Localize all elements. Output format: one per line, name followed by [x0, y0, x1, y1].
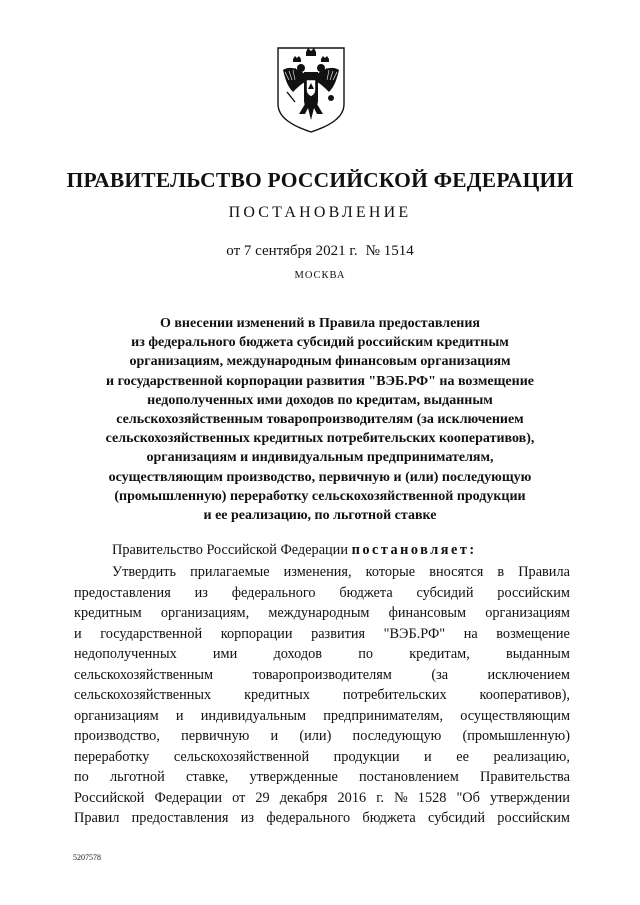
body-line	[74, 726, 570, 747]
number-sign: №	[365, 243, 380, 259]
body-word: из	[240, 810, 255, 826]
heading-line: сельскохозяйственным товаропроизводителям (за исключением	[116, 412, 524, 428]
body-word: г.	[376, 789, 385, 806]
body-word: реализацию,	[493, 748, 570, 765]
body-word: утверждении	[489, 789, 570, 806]
body-word: Правила	[518, 564, 570, 580]
body-word: производство,	[74, 728, 160, 744]
body-word: потребительских	[342, 687, 447, 703]
body-word: Утвердить	[112, 564, 177, 580]
document-code: 5207578	[73, 853, 101, 862]
body-word: кредитам,	[409, 646, 470, 662]
body-word: товаропроизводителям	[252, 666, 392, 683]
heading-line: О внесении изменений в Правила предоставления	[159, 316, 481, 331]
russian-coat-of-arms-icon	[275, 42, 347, 134]
body-text	[74, 562, 570, 829]
heading-line: организациям и индивидуальным предпринимателям,	[146, 450, 494, 466]
body-line	[74, 788, 570, 809]
body-word: Правил	[74, 810, 120, 826]
body-word: международным	[268, 605, 370, 621]
body-word: корпорации	[220, 625, 293, 642]
body-word: доходов	[273, 646, 323, 662]
body-word: государственной	[100, 625, 203, 642]
document-number: 1514	[383, 243, 414, 259]
body-word: Правительства	[480, 769, 570, 785]
body-word: 1528	[417, 789, 447, 806]
heading-line: сельскохозяйственных кредитных потребительских кооперативов),	[105, 431, 535, 447]
body-word: в	[497, 564, 505, 580]
body-word: (промышленную)	[462, 728, 570, 744]
body-word: кредитных	[244, 687, 310, 703]
body-word: и	[175, 707, 184, 724]
date-number-line	[0, 243, 640, 260]
body-word: сельскохозяйственным	[74, 666, 214, 683]
body-word: кредитным	[74, 605, 142, 621]
body-line	[74, 603, 570, 624]
body-word: субсидий	[428, 810, 485, 826]
body-word: возмещение	[496, 625, 570, 642]
body-word: льготной	[109, 769, 165, 785]
heading-line: из федерального бюджета субсидий российским кредитным	[131, 335, 509, 351]
body-word: развития	[311, 625, 366, 642]
body-word: субсидий	[416, 584, 474, 601]
body-word: продукции	[333, 748, 400, 765]
body-word: финансовым	[388, 605, 467, 621]
body-word: по	[358, 646, 374, 662]
body-line	[74, 665, 570, 686]
body-word: ставке,	[185, 769, 229, 785]
body-line	[74, 685, 570, 706]
body-word: исключением	[487, 666, 570, 683]
body-word: федерального	[266, 810, 351, 826]
body-word: 29	[255, 789, 270, 806]
body-word: и	[424, 748, 432, 765]
body-word: (за	[431, 666, 449, 683]
body-word: сельскохозяйственной	[173, 748, 310, 765]
body-word: российским	[497, 810, 570, 826]
body-word: индивидуальным	[200, 707, 307, 724]
body-word: последующую	[352, 728, 442, 744]
body-word: 2016	[337, 789, 367, 806]
body-line	[74, 624, 570, 645]
body-word: декабря	[279, 789, 328, 806]
heading-line: организациям, международным финансовым организациям	[129, 354, 511, 370]
body-word: предоставления	[74, 584, 171, 601]
body-word: изменения,	[283, 564, 352, 580]
body-word: предпринимателям,	[323, 707, 444, 724]
body-word: вносятся	[429, 564, 484, 580]
body-word: организациям	[485, 605, 570, 621]
body-word: российским	[497, 584, 570, 601]
body-word: ими	[212, 646, 238, 662]
body-word: ее	[456, 748, 469, 765]
body-word: выданным	[506, 646, 570, 662]
body-word: и	[74, 625, 82, 642]
body-word: постановлением	[359, 769, 459, 785]
body-word: федерального	[231, 584, 316, 601]
body-word: из	[194, 584, 208, 601]
intro-line	[112, 542, 477, 559]
heading-line: и ее реализацию, по льготной ставке	[203, 508, 437, 524]
body-word: и	[270, 728, 279, 744]
body-line	[74, 562, 570, 583]
intro-text: Правительство Российской Федерации	[112, 542, 348, 558]
body-line	[74, 706, 570, 727]
body-word: переработку	[74, 748, 150, 765]
body-word: Российской	[74, 789, 145, 806]
body-word: организациям	[74, 707, 159, 724]
intro-spaced-word: постановляет:	[351, 542, 477, 558]
body-word: которые	[365, 564, 416, 580]
heading-line: и государственной корпорации развития "ВЭБ.РФ" на возмещение	[106, 373, 534, 389]
body-word: осуществляющим	[460, 707, 570, 724]
heading-line: (промышленную) переработку сельскохозяйственной продукции	[114, 488, 526, 504]
body-line	[74, 747, 570, 768]
body-word: недополученных	[74, 646, 177, 662]
body-word: сельскохозяйственных	[74, 687, 212, 703]
heading-line: недополученных ими доходов по кредитам, выданным	[147, 392, 493, 408]
body-word: предоставления	[131, 810, 229, 826]
body-line	[74, 583, 570, 604]
body-word: бюджета	[362, 810, 416, 826]
body-line	[74, 644, 570, 665]
body-word: на	[463, 625, 478, 642]
body-line	[74, 767, 570, 788]
body-word: "Об	[456, 789, 480, 806]
heading-line: осуществляющим производство, первичную и (или) последующую	[108, 469, 532, 485]
decree-heading	[60, 314, 580, 525]
body-line	[74, 808, 570, 829]
government-title: ПРАВИТЕЛЬСТВО РОССИЙСКОЙ ФЕДЕРАЦИИ	[66, 168, 574, 192]
document-date: от 7 сентября 2021 г.	[226, 243, 358, 259]
body-word: "ВЭБ.РФ"	[383, 625, 446, 642]
body-word: первичную	[181, 728, 250, 744]
city-name: МОСКВА	[294, 270, 346, 281]
document-type: ПОСТАНОВЛЕНИЕ	[228, 204, 412, 221]
body-word: по	[74, 769, 89, 785]
body-word: №	[394, 789, 408, 806]
body-word: организациям,	[160, 605, 250, 621]
body-word: бюджета	[339, 584, 393, 601]
body-word: (или)	[299, 728, 332, 744]
body-word: кооперативов),	[479, 687, 570, 703]
body-word: утвержденные	[249, 769, 338, 785]
body-word: Федерации	[154, 789, 223, 806]
body-word: от	[232, 789, 246, 806]
body-word: прилагаемые	[190, 564, 270, 580]
